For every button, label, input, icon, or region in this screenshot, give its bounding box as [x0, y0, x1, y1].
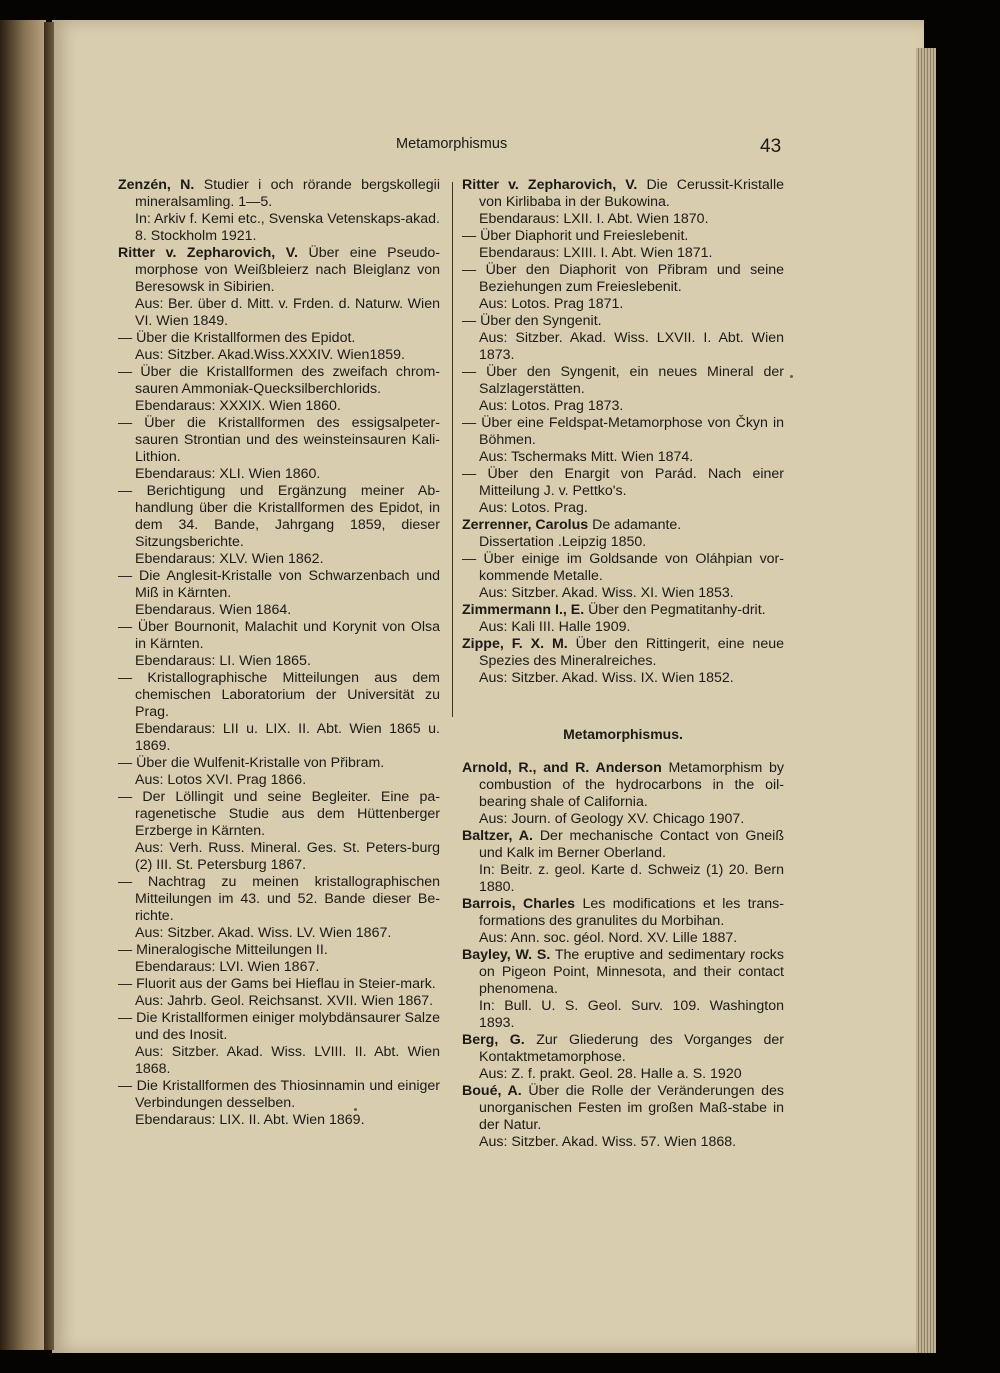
- entry-text: — Über die Kristallformen des Epidot.: [118, 330, 356, 346]
- bibliography-entry: [462, 828, 784, 896]
- entry-author: Baltzer, A.: [462, 828, 533, 844]
- entry-text: — Berichtigung und Ergänzung meiner Ab-handlung über die Kristallformen des Epidot, in dem 34. Bande, Jahrgang 1859, dieser Sitzungsberichte.: [118, 483, 440, 550]
- entry-text: Les modifications et les trans-formations des granulites du Morbihan.: [479, 896, 784, 929]
- entry-source: In: Beitr. z. geol. Karte d. Schweiz (1) 20. Bern 1880.: [479, 862, 784, 895]
- entry-title: [462, 947, 784, 998]
- entry-source: Ebendaraus: XLI. Wien 1860.: [135, 466, 321, 482]
- page-number: 43: [760, 136, 782, 157]
- bibliography-entry: [462, 896, 784, 947]
- entry-source: Aus: Z. f. prakt. Geol. 28. Halle a. S. 1920: [479, 1066, 742, 1082]
- entry-author: Boué, A.: [462, 1083, 522, 1099]
- bibliography-entry: [462, 313, 784, 364]
- entry-title: [118, 568, 440, 602]
- entry-text: — Kristallographische Mitteilungen aus dem chemischen Laboratorium der Universität zu Prag.: [118, 670, 440, 720]
- entry-source: Aus: Lotos. Prag.: [479, 500, 588, 516]
- entry-text: — Über den Syngenit, ein neues Mineral der Salzlagerstätten.: [462, 364, 784, 397]
- right-column: [462, 177, 784, 1151]
- bibliography-entry: [462, 760, 784, 828]
- bibliography-entry: [118, 789, 440, 874]
- bibliography-entry: [118, 1078, 440, 1129]
- entry-source: Aus: Verh. Russ. Mineral. Ges. St. Peters-burg (2) III. St. Petersburg 1867.: [135, 840, 440, 873]
- bibliography-entry: [118, 976, 440, 1010]
- entry-text: — Über die Wulfenit-Kristalle von Přibram.: [118, 755, 385, 771]
- entry-source: Aus: Jahrb. Geol. Reichsanst. XVII. Wien 1867.: [135, 993, 434, 1009]
- entry-title: [118, 415, 440, 466]
- entry-text: Über den Rittingerit, eine neue Spezies des Mineralreiches.: [479, 636, 784, 669]
- bibliography-entry: [462, 228, 784, 262]
- bibliography-entry: [462, 1083, 784, 1151]
- entry-text: — Die Anglesit-Kristalle von Schwarzenbach und Miß in Kärnten.: [118, 568, 440, 601]
- entry-text: — Der Löllingit und seine Begleiter. Eine pa-ragenetische Studie aus dem Hüttenberger Erzberge in Kärnten.: [118, 789, 440, 839]
- entry-text: — Über Diaphorit und Freieslebenit.: [462, 228, 689, 244]
- entry-source: Aus: Journ. of Geology XV. Chicago 1907.: [479, 811, 745, 827]
- bibliography-entry: [462, 364, 784, 415]
- bibliography-entry: [118, 177, 440, 245]
- entry-title: [118, 619, 440, 653]
- entry-text: — Über den Enargit von Parád. Nach einer Mitteilung J. v. Pettko's.: [462, 466, 784, 499]
- bibliography-entry: [462, 1032, 784, 1083]
- bibliography-entry: [118, 364, 440, 415]
- entry-author: Zippe, F. X. M.: [462, 636, 568, 652]
- entry-source: Aus: Sitzber. Akad. Wiss. LV. Wien 1867.: [135, 925, 392, 941]
- entry-title: [118, 330, 440, 347]
- paper-speck: [354, 1108, 357, 1111]
- bibliography-entry: [462, 947, 784, 1032]
- right-column-section-entries: [462, 760, 784, 1151]
- entry-title: [118, 942, 440, 959]
- bibliography-entry: [462, 262, 784, 313]
- bibliography-entry: [462, 551, 784, 602]
- entry-title: [462, 177, 784, 211]
- entry-title: [462, 636, 784, 670]
- entry-text: — Über die Kristallformen des zweifach chrom-sauren Ammoniak-Quecksilberchlorids.: [118, 364, 440, 397]
- entry-source: Aus: Sitzber. Akad. Wiss. XI. Wien 1853.: [479, 585, 734, 601]
- entry-title: [462, 828, 784, 862]
- entry-author: Zerrenner, Carolus: [462, 517, 589, 533]
- entry-title: [462, 517, 784, 534]
- entry-title: [118, 755, 440, 772]
- entry-text: Die Cerussit-Kristalle von Kirlibaba in der Bukowina.: [479, 177, 784, 210]
- entry-title: [462, 228, 784, 245]
- entry-text: Zur Gliederung des Vorganges der Kontaktmetamorphose.: [479, 1032, 784, 1065]
- bibliography-entry: [118, 670, 440, 755]
- entry-text: De adamante.: [592, 517, 682, 533]
- entry-source: In: Bull. U. S. Geol. Surv. 109. Washington 1893.: [479, 998, 784, 1031]
- entry-source: Aus: Ber. über d. Mitt. v. Frden. d. Naturw. Wien VI. Wien 1849.: [135, 296, 440, 329]
- entry-text: Studier i och rörande bergskollegii mineralsamling. 1—5.: [135, 177, 440, 210]
- entry-source: Ebendaraus: LII u. LIX. II. Abt. Wien 1865 u. 1869.: [135, 721, 440, 754]
- entry-text: Der mechanische Contact von Gneiß und Kalk im Berner Oberland.: [479, 828, 784, 861]
- bibliography-entry: [462, 517, 784, 551]
- entry-source: Ebendaraus: XLV. Wien 1862.: [135, 551, 324, 567]
- entry-source: Aus: Sitzber. Akad. Wiss. IX. Wien 1852.: [479, 670, 734, 686]
- entry-text: — Nachtrag zu meinen kristallographischen Mitteilungen im 43. und 52. Bande dieser Be-richte.: [118, 874, 440, 924]
- entry-source: Aus: Lotos. Prag 1873.: [479, 398, 624, 414]
- entry-title: [462, 896, 784, 930]
- bibliography-entry: [462, 636, 784, 687]
- entry-author: Berg, G.: [462, 1032, 525, 1048]
- entry-text: Über die Rolle der Veränderungen des unorganischen Festen im großen Maß-stabe in der Natur.: [479, 1083, 784, 1133]
- entry-source: Ebendaraus. Wien 1864.: [135, 602, 292, 618]
- entry-author: Arnold, R., and R. Anderson: [462, 760, 662, 776]
- bibliography-entry: [118, 415, 440, 483]
- entry-source: Aus: Sitzber. Akad.Wiss.XXXIV. Wien1859.: [135, 347, 405, 363]
- entry-source: Ebendaraus: LXII. I. Abt. Wien 1870.: [479, 211, 709, 227]
- bibliography-entry: [462, 602, 784, 636]
- entry-source: Aus: Lotos. Prag 1871.: [479, 296, 624, 312]
- bibliography-entry: [118, 245, 440, 330]
- entry-source: Ebendaraus: LXIII. I. Abt. Wien 1871.: [479, 245, 713, 261]
- entry-title: [462, 1083, 784, 1134]
- entry-text: — Über einige im Goldsande von Oláhpian vor-kommende Metalle.: [462, 551, 784, 584]
- entry-title: [118, 1078, 440, 1112]
- page-stack-edges: [916, 48, 936, 1353]
- entry-title: [118, 245, 440, 296]
- entry-title: [462, 313, 784, 330]
- entry-source: Aus: Sitzber. Akad. Wiss. 57. Wien 1868.: [479, 1134, 737, 1150]
- entry-title: [118, 177, 440, 211]
- bibliography-entry: [118, 755, 440, 789]
- entry-source: Dissertation .Leipzig 1850.: [479, 534, 647, 550]
- entry-source: Aus: Sitzber. Akad. Wiss. LVIII. II. Abt. Wien 1868.: [135, 1044, 440, 1077]
- entry-title: [462, 466, 784, 500]
- entry-text: — Die Kristallformen des Thiosinnamin und einiger Verbindungen desselben.: [118, 1078, 440, 1111]
- bibliography-entry: [462, 177, 784, 228]
- entry-title: [118, 789, 440, 840]
- adjacent-page-edge: [0, 20, 46, 1350]
- entry-text: — Fluorit aus der Gams bei Hieflau in Steier-mark.: [118, 976, 436, 992]
- entry-author: Bayley, W. S.: [462, 947, 551, 963]
- bibliography-entry: [118, 1010, 440, 1078]
- entry-text: — Über Bournonit, Malachit und Korynit von Olsa in Kärnten.: [118, 619, 440, 652]
- bibliography-entry: [462, 415, 784, 466]
- entry-title: [462, 760, 784, 811]
- bibliography-entry: [118, 874, 440, 942]
- entry-source: Aus: Lotos XVI. Prag 1866.: [135, 772, 307, 788]
- entry-title: [462, 602, 784, 619]
- entry-source: In: Arkiv f. Kemi etc., Svenska Vetenskaps-akad. 8. Stockholm 1921.: [135, 211, 440, 244]
- entry-text: The eruptive and sedimentary rocks on Pigeon Point, Minnesota, and their contact phenomena.: [479, 947, 784, 997]
- entry-title: [462, 415, 784, 449]
- entry-source: Ebendaraus: LVI. Wien 1867.: [135, 959, 320, 975]
- entry-source: Aus: Tschermaks Mitt. Wien 1874.: [479, 449, 694, 465]
- bibliography-entry: [118, 330, 440, 364]
- entry-title: [118, 976, 440, 993]
- entry-source: Ebendaraus: LIX. II. Abt. Wien 1869.: [135, 1112, 365, 1128]
- entry-text: — Über eine Feldspat-Metamorphose von Čkyn in Böhmen.: [462, 415, 784, 448]
- entry-title: [462, 1032, 784, 1066]
- bibliography-entry: [118, 568, 440, 619]
- entry-title: [462, 262, 784, 296]
- entry-text: Über den Pegmatitanhy-drit.: [588, 602, 766, 618]
- entry-author: Zenzén, N.: [118, 177, 195, 193]
- entry-source: Aus: Ann. soc. géol. Nord. XV. Lille 1887.: [479, 930, 738, 946]
- entry-source: Aus: Kali III. Halle 1909.: [479, 619, 631, 635]
- bibliography-entry: [462, 466, 784, 517]
- entry-title: [462, 364, 784, 398]
- entry-text: — Über den Syngenit.: [462, 313, 602, 329]
- entry-source: Ebendaraus: XXXIX. Wien 1860.: [135, 398, 341, 414]
- entry-title: [118, 874, 440, 925]
- entry-title: [118, 670, 440, 721]
- running-head: Metamorphismus: [396, 136, 508, 152]
- entry-text: — Über den Diaphorit von Přibram und seine Beziehungen zum Freieslebenit.: [462, 262, 784, 295]
- entry-author: Barrois, Charles: [462, 896, 576, 912]
- entry-text: — Mineralogische Mitteilungen II.: [118, 942, 328, 958]
- entry-source: Ebendaraus: LI. Wien 1865.: [135, 653, 311, 669]
- book-gutter: [44, 22, 54, 1350]
- entry-text: — Über die Kristallformen des essigsalpeter-sauren Strontian und des weinsteinsauren Kali-Lithion.: [118, 415, 440, 465]
- entry-author: Ritter v. Zepharovich, V.: [118, 245, 298, 261]
- entry-title: [118, 364, 440, 398]
- bibliography-entry: [118, 942, 440, 976]
- entry-text: — Die Kristallformen einiger molybdänsaurer Salze und des Inosit.: [118, 1010, 440, 1043]
- entry-text: Über eine Pseudo-morphose von Weißbleierz nach Bleiglanz von Beresowsk in Sibirien.: [135, 245, 440, 295]
- entry-title: [118, 483, 440, 551]
- entry-title: [462, 551, 784, 585]
- bibliography-entry: [118, 619, 440, 670]
- section-heading: Metamorphismus.: [563, 726, 683, 742]
- right-column-entries: [462, 177, 784, 687]
- entry-title: [118, 1010, 440, 1044]
- entry-source: Aus: Sitzber. Akad. Wiss. LXVII. I. Abt. Wien 1873.: [479, 330, 784, 363]
- column-divider: [452, 182, 453, 717]
- paper-speck: [790, 375, 793, 378]
- entry-author: Zimmermann I., E.: [462, 602, 585, 618]
- bibliography-entry: [118, 483, 440, 568]
- left-column: [118, 177, 440, 1129]
- entry-author: Ritter v. Zepharovich, V.: [462, 177, 638, 193]
- entry-text: Metamorphism by combustion of the hydrocarbons in the oil-bearing shale of California.: [479, 760, 784, 810]
